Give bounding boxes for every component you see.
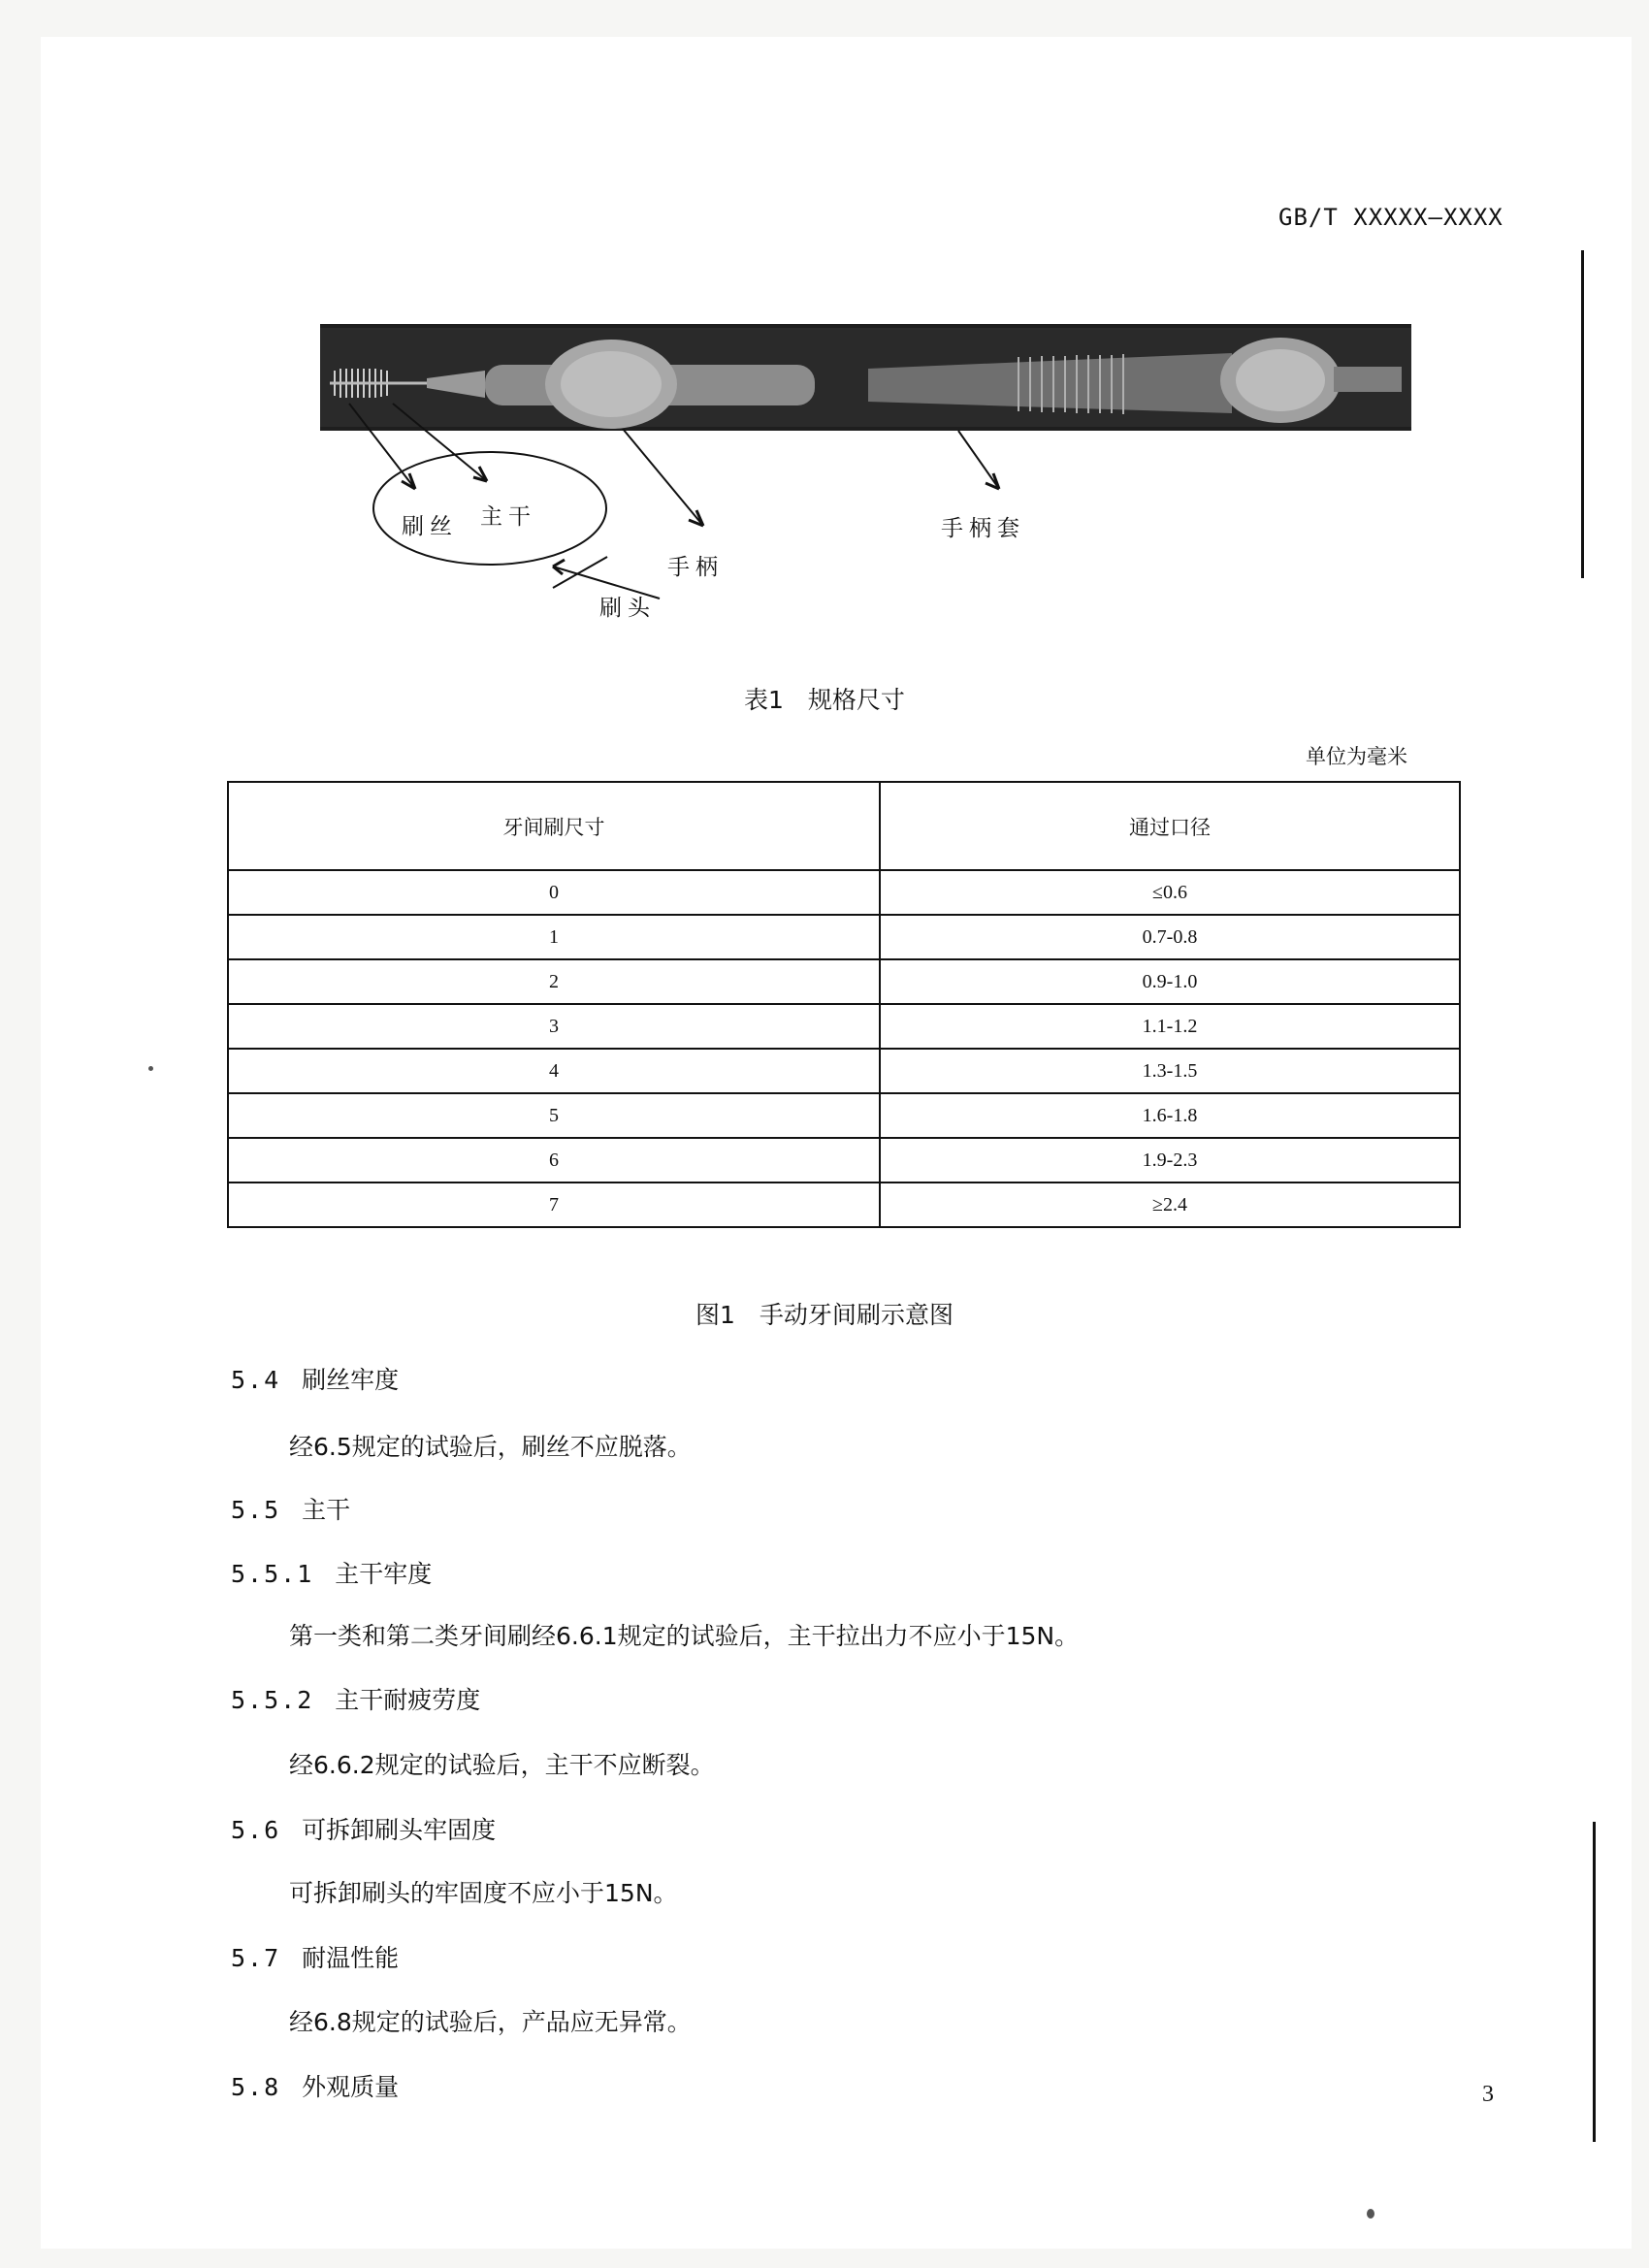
size-cell: 3 <box>228 1004 880 1049</box>
scan-speck <box>1367 2209 1374 2219</box>
standard-code: GB/T XXXXX—XXXX <box>1278 204 1504 231</box>
section-title: 可拆卸刷头牢固度 <box>302 1816 497 1844</box>
scan-speck <box>148 1066 153 1071</box>
column-header-aperture: 通过口径 <box>880 782 1460 870</box>
bristle-label: 刷丝 <box>402 514 458 539</box>
section-text: 经6.5规定的试验后，刷丝不应脱落。 <box>289 1433 692 1461</box>
table-row <box>228 1138 1460 1183</box>
page-edge-mark <box>1593 1822 1596 2142</box>
aperture-cell: 0.9-1.0 <box>880 959 1460 1004</box>
handle-cover-label: 手柄套 <box>941 516 1025 541</box>
table-row <box>228 1183 1460 1227</box>
size-cell: 2 <box>228 959 880 1004</box>
aperture-cell: 0.7-0.8 <box>880 915 1460 959</box>
section-heading <box>231 1811 496 1846</box>
section-number: 5.7 <box>231 1944 281 1972</box>
table-row <box>228 959 1460 1004</box>
table-row <box>228 1049 1460 1093</box>
section-text: 第一类和第二类牙间刷经6.6.1规定的试验后，主干拉出力不应小于15N。 <box>289 1622 1080 1650</box>
section-title: 外观质量 <box>302 2073 400 2101</box>
table-title: 表1 规格尺寸 <box>744 686 905 714</box>
table-unit: 单位为毫米 <box>1306 745 1407 768</box>
section-text: 可拆卸刷头的牢固度不应小于15N。 <box>289 1879 678 1907</box>
table-header-row <box>228 782 1460 870</box>
size-cell: 0 <box>228 870 880 915</box>
aperture-cell: 1.9-2.3 <box>880 1138 1460 1183</box>
table-row <box>228 1093 1460 1138</box>
section-title: 主干耐疲劳度 <box>335 1686 481 1714</box>
aperture-cell: 1.6-1.8 <box>880 1093 1460 1138</box>
aperture-cell: 1.3-1.5 <box>880 1049 1460 1093</box>
table-row <box>228 870 1460 915</box>
size-cell: 6 <box>228 1138 880 1183</box>
size-cell: 4 <box>228 1049 880 1093</box>
page-edge-mark <box>1581 250 1584 578</box>
section-heading <box>231 1491 350 1526</box>
aperture-cell: 1.1-1.2 <box>880 1004 1460 1049</box>
section-number: 5.5 <box>231 1496 281 1524</box>
interdental-brush-figure <box>320 324 1411 678</box>
column-header-size: 牙间刷尺寸 <box>228 782 880 870</box>
section-number: 5.6 <box>231 1816 281 1844</box>
page-number: 3 <box>1482 2082 1494 2107</box>
section-text: 经6.6.2规定的试验后，主干不应断裂。 <box>289 1751 715 1779</box>
size-cell: 1 <box>228 915 880 959</box>
stem-label: 主干 <box>480 504 536 530</box>
section-number: 5.8 <box>231 2073 281 2101</box>
table-row <box>228 915 1460 959</box>
section-number: 5.4 <box>231 1366 281 1394</box>
section-heading <box>231 1939 399 1974</box>
section-heading <box>231 1681 480 1716</box>
size-cell: 5 <box>228 1093 880 1138</box>
section-heading <box>231 2068 399 2103</box>
aperture-cell: ≤0.6 <box>880 870 1460 915</box>
aperture-cell: ≥2.4 <box>880 1183 1460 1227</box>
section-heading <box>231 1361 399 1396</box>
section-title: 主干牢度 <box>335 1560 433 1588</box>
brush-head-label: 刷头 <box>599 596 656 621</box>
section-title: 主干 <box>302 1496 351 1524</box>
section-heading <box>231 1555 432 1590</box>
section-title: 刷丝牢度 <box>302 1366 400 1394</box>
section-title: 耐温性能 <box>302 1944 400 1972</box>
size-cell: 7 <box>228 1183 880 1227</box>
section-number: 5.5.1 <box>231 1560 314 1588</box>
handle-label: 手柄 <box>667 555 724 580</box>
spec-table <box>227 781 1461 1228</box>
figure-caption: 图1 手动牙间刷示意图 <box>695 1301 954 1329</box>
section-text: 经6.8规定的试验后，产品应无异常。 <box>289 2008 692 2036</box>
section-number: 5.5.2 <box>231 1686 314 1714</box>
table-row <box>228 1004 1460 1049</box>
